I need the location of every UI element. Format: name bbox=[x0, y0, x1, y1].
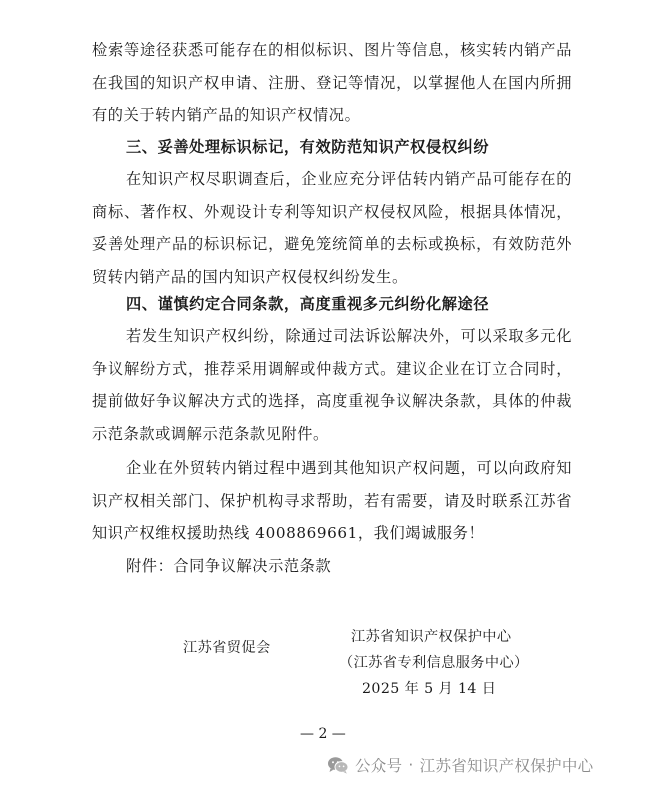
watermark-account: 江苏省知识产权保护中心 bbox=[419, 757, 594, 775]
section-heading-4: 四、谨慎约定合同条款，高度重视多元纠纷化解途径 bbox=[126, 295, 490, 313]
paragraph-continuation: 检索等途径获悉可能存在的相似标识、图片等信息，核实转内销产品在我国的知识产权申请、注册、登记等情况，以掌握他人在国内所拥有的关于转内销产品的知识产权情况。 bbox=[92, 41, 572, 124]
paragraph-section-3: 在知识产权尽职调查后，企业应充分评估转内销产品可能存在的商标、著作权、外观设计专利等知识产权侵权风险，根据具体情况，妥善处理产品的标识标记，避免笼统简单的去标或换标，有效防范外贸转内销产品的国内知识产权侵权纠纷发生。 bbox=[92, 170, 572, 286]
page-number: — 2 — bbox=[300, 726, 346, 742]
wechat-icon bbox=[327, 756, 349, 774]
paragraph-section-4: 若发生知识产权纠纷，除通过司法诉讼解决外，可以采取多元化争议解纷方式，推荐采用调解或仲裁方式。建议企业在订立合同时，提前做好争议解决方式的选择，高度重视争议解决条款，具体的仲裁示范条款或调解示范条款见附件。 bbox=[92, 327, 572, 443]
attachment-note: 附件：合同争议解决示范条款 bbox=[126, 557, 332, 575]
signature-date: 2025 年 5 月 14 日 bbox=[362, 681, 497, 697]
signature-org-right: 江苏省知识产权保护中心 bbox=[351, 629, 512, 645]
section-heading-3: 三、妥善处理标识标记，有效防范知识产权侵权纠纷 bbox=[126, 138, 490, 156]
signature-org-right-sub: （江苏省专利信息服务中心） bbox=[339, 655, 529, 671]
watermark-prefix: 公众号 bbox=[355, 757, 403, 775]
watermark-separator: · bbox=[408, 756, 414, 774]
paragraph-contact: 企业在外贸转内销过程中遇到其他知识产权问题，可以向政府知识产权相关部门、保护机构寻求帮助，若有需要，请及时联系江苏省知识产权维权援助热线 4008869661，我们竭诚服务！ bbox=[92, 459, 572, 542]
signature-org-left: 江苏省贸促会 bbox=[183, 640, 271, 656]
wechat-watermark bbox=[327, 754, 593, 776]
